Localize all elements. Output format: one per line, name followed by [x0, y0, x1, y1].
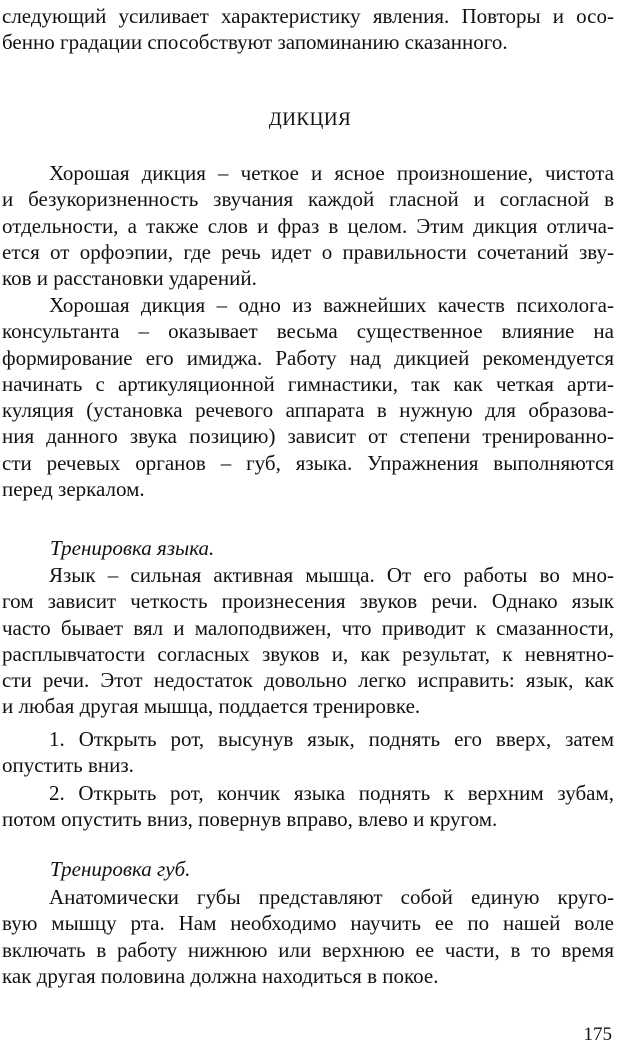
- exercise-1: [2, 726, 614, 779]
- text-line: часто бывает вял и малоподвижен, что приводит к смазанности,: [2, 615, 614, 640]
- exercise-2: [2, 780, 614, 833]
- paragraph-diction-definition: [2, 160, 614, 291]
- text-line: консультанта – оказывает весьма существенное влияние на: [2, 319, 614, 344]
- text-line: включать в работу нижнюю или верхнюю ее части, в то время: [2, 937, 614, 962]
- text-line: Анатомически губы представляют собой единую круго-: [49, 885, 614, 909]
- section-heading: ДИКЦИЯ: [268, 109, 352, 130]
- text-line: следующий усиливает характеристику явления. Повторы и осо-: [2, 4, 614, 28]
- text-line: бенно градации способствуют запоминанию сказанного.: [2, 30, 508, 55]
- text-line: Хорошая дикция – одно из важнейших качеств психолога-: [49, 293, 614, 317]
- text-line: 2. Открыть рот, кончик языка поднять к верхним зубам,: [49, 781, 614, 805]
- text-line: как другая половина должна находиться в покое.: [2, 963, 439, 988]
- text-line: куляция (установка речевого аппарата в нужную для образова-: [2, 398, 614, 423]
- text-line: сти речи. Этот недостаток довольно легко исправить: язык, как: [2, 668, 614, 693]
- page-number: 175: [583, 1024, 612, 1045]
- paragraph-lips: [2, 884, 614, 989]
- text-line: отдельности, а также слов и фраз в целом. Этим дикция отлича-: [2, 213, 614, 238]
- text-line: потом опустить вниз, повернув вправо, влево и кругом.: [2, 807, 498, 832]
- text-line: Хорошая дикция – четкое и ясное произношение, чистота: [49, 161, 614, 185]
- opening-paragraph: [2, 3, 614, 56]
- text-line: гом зависит четкость произнесения звуков речи. Однако язык: [2, 589, 614, 614]
- text-line: ния данного звука позицию) зависит от степени тренированно-: [2, 424, 614, 449]
- text-line: 1. Открыть рот, высунув язык, поднять его вверх, затем: [49, 727, 614, 751]
- text-line: сти речевых органов – губ, языка. Упражнения выполняются: [2, 450, 614, 475]
- subheading-lips-training: Тренировка губ.: [50, 857, 191, 881]
- text-line: формирование его имиджа. Работу над дикцией рекомендуется: [2, 345, 614, 370]
- text-line: опустить вниз.: [2, 753, 134, 778]
- text-line: начинать с артикуляционной гимнастики, так как четкая арти-: [2, 371, 614, 396]
- text-line: перед зеркалом.: [2, 477, 145, 502]
- paragraph-diction-importance: [2, 292, 614, 502]
- text-line: и любая другая мышца, поддается тренировке.: [2, 694, 421, 719]
- text-line: расплывчатости согласных звуков и, как результат, к невнятно-: [2, 641, 614, 666]
- text-line: Язык – сильная активная мышца. От его работы во мно-: [49, 563, 614, 587]
- text-line: ется от орфоэпии, где речь идет о правильности сочетаний зву-: [2, 239, 614, 264]
- paragraph-tongue: [2, 562, 614, 720]
- text-line: ков и расстановки ударений.: [2, 266, 257, 291]
- subheading-tongue-training: Тренировка языка.: [50, 536, 215, 560]
- text-line: вую мышцу рта. Нам необходимо научить ее по нашей воле: [2, 911, 614, 936]
- text-line: и безукоризненность звучания каждой гласной и согласной в: [2, 187, 614, 212]
